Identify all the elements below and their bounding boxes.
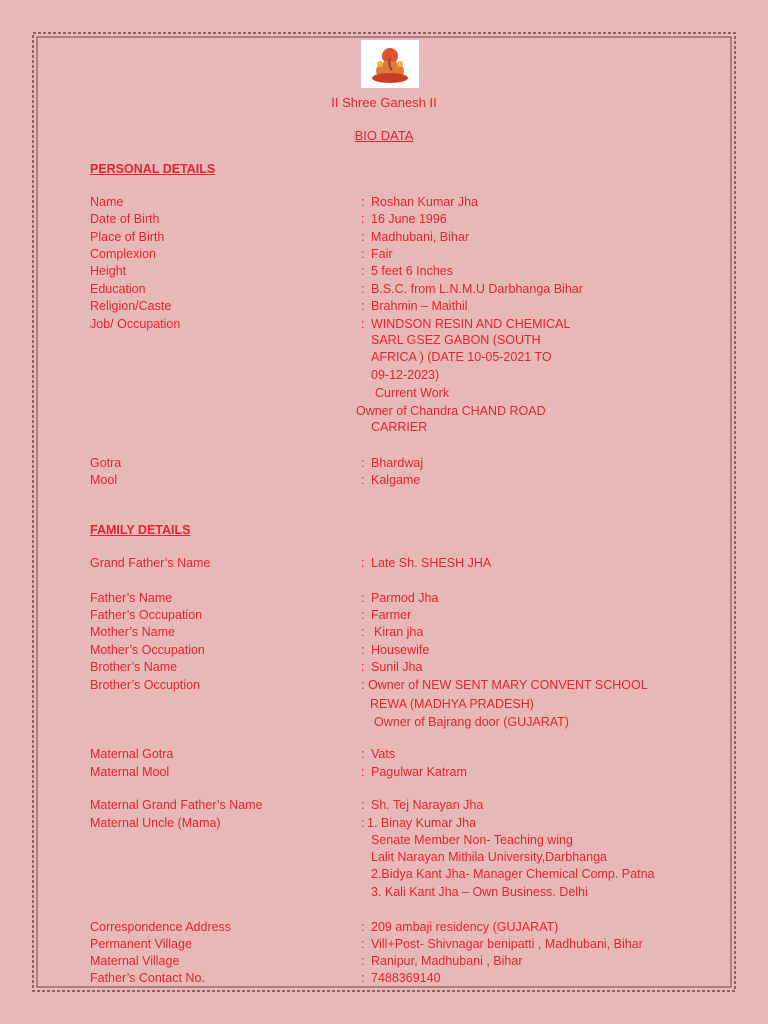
value: 209 ambaji residency (GUJARAT): [371, 920, 559, 934]
brother-occupation-line: Owner of Bajrang door (GUJARAT): [374, 715, 569, 729]
colon: :: [361, 317, 365, 331]
colon: :: [361, 608, 365, 622]
label: Brother’s Name: [90, 660, 178, 674]
label: Gotra: [90, 456, 122, 470]
value: Fair: [371, 247, 393, 261]
colon: :: [361, 954, 365, 968]
value: Sunil Jha: [371, 660, 423, 674]
maternal-uncle-line: Lalit Narayan Mithila University,Darbhanga: [371, 850, 607, 864]
colon: :: [361, 264, 365, 278]
value: Kiran jha: [374, 625, 424, 639]
value: Sh. Tej Narayan Jha: [371, 798, 484, 812]
maternal-uncle-line: 3. Kali Kant Jha – Own Business. Delhi: [371, 885, 588, 899]
colon: :: [361, 195, 365, 209]
label: Mother’s Occupation: [90, 643, 205, 657]
label: Religion/Caste: [90, 299, 172, 313]
colon: :: [361, 798, 365, 812]
label: Father’s Contact No.: [90, 971, 205, 985]
value: Kalgame: [371, 473, 421, 487]
value: Vill+Post- Shivnagar benipatti , Madhubani, Bihar: [371, 937, 643, 951]
colon: :: [361, 747, 365, 761]
value: Late Sh. SHESH JHA: [371, 556, 492, 570]
value: Owner of NEW SENT MARY CONVENT SCHOOL: [368, 678, 648, 692]
value: B.S.C. from L.N.M.U Darbhanga Bihar: [371, 282, 583, 296]
value: 16 June 1996: [371, 212, 447, 226]
colon: :: [361, 230, 365, 244]
colon: :: [361, 971, 365, 985]
page-title: BIO DATA: [354, 128, 414, 143]
value: Ranipur, Madhubani , Bihar: [371, 954, 523, 968]
brother-occupation-line: REWA (MADHYA PRADESH): [370, 697, 534, 711]
value: Pagulwar Katram: [371, 765, 467, 779]
job-line: AFRICA ) (DATE 10-05-2021 TO: [371, 350, 552, 364]
value: Vats: [371, 747, 396, 761]
label: Name: [90, 195, 124, 209]
label: Maternal Village: [90, 954, 180, 968]
colon: :: [361, 920, 365, 934]
label: Maternal Mool: [90, 765, 170, 779]
invocation: II Shree Ganesh II: [331, 95, 437, 110]
value: Madhubani, Bihar: [371, 230, 469, 244]
label: Correspondence Address: [90, 920, 232, 934]
value: Parmod Jha: [371, 591, 439, 605]
label: Maternal Grand Father’s Name: [90, 798, 263, 812]
value: Brahmin – Maithil: [371, 299, 468, 313]
colon: :: [361, 556, 365, 570]
value: Bhardwaj: [371, 456, 424, 470]
label: Brother’s Occuption: [90, 678, 201, 692]
ganesh-logo-icon: [361, 40, 419, 88]
job-line: CARRIER: [371, 420, 428, 434]
job-line: Current Work: [375, 386, 450, 400]
job-line: 09-12-2023): [371, 368, 440, 382]
maternal-uncle-line: 2.Bidya Kant Jha- Manager Chemical Comp. Patna: [371, 867, 655, 881]
job-line: SARL GSEZ GABON (SOUTH: [371, 333, 541, 347]
colon: :: [361, 456, 365, 470]
value: Roshan Kumar Jha: [371, 195, 479, 209]
colon: :: [361, 625, 365, 639]
value: Farmer: [371, 608, 412, 622]
colon: :: [361, 247, 365, 261]
colon: :: [361, 660, 365, 674]
personal-details-heading: PERSONAL DETAILS: [90, 162, 216, 176]
label: Maternal Gotra: [90, 747, 174, 761]
colon: :: [361, 937, 365, 951]
value: Housewife: [371, 643, 430, 657]
label: Grand Father’s Name: [90, 556, 211, 570]
colon: :: [361, 816, 365, 830]
label: Mool: [90, 473, 118, 487]
value: WINDSON RESIN AND CHEMICAL: [371, 317, 571, 331]
label: Complexion: [90, 247, 157, 261]
value: 5 feet 6 Inches: [371, 264, 454, 278]
value: 7488369140: [371, 971, 441, 985]
colon: :: [361, 473, 365, 487]
colon: :: [361, 212, 365, 226]
label: Permanent Village: [90, 937, 192, 951]
label: Mother’s Name: [90, 625, 175, 639]
job-line: Owner of Chandra CHAND ROAD: [356, 404, 546, 418]
family-details-heading: FAMILY DETAILS: [90, 523, 191, 537]
value: 1. Binay Kumar Jha: [367, 816, 477, 830]
colon: :: [361, 678, 365, 692]
label: Height: [90, 264, 127, 278]
colon: :: [361, 282, 365, 296]
colon: :: [361, 591, 365, 605]
label: Date of Birth: [90, 212, 160, 226]
label: Job/ Occupation: [90, 317, 181, 331]
maternal-uncle-line: Senate Member Non- Teaching wing: [371, 833, 573, 847]
colon: :: [361, 643, 365, 657]
colon: :: [361, 765, 365, 779]
colon: :: [361, 299, 365, 313]
label: Maternal Uncle (Mama): [90, 816, 221, 830]
label: Education: [90, 282, 146, 296]
label: Place of Birth: [90, 230, 165, 244]
label: Father’s Occupation: [90, 608, 203, 622]
label: Father’s Name: [90, 591, 173, 605]
